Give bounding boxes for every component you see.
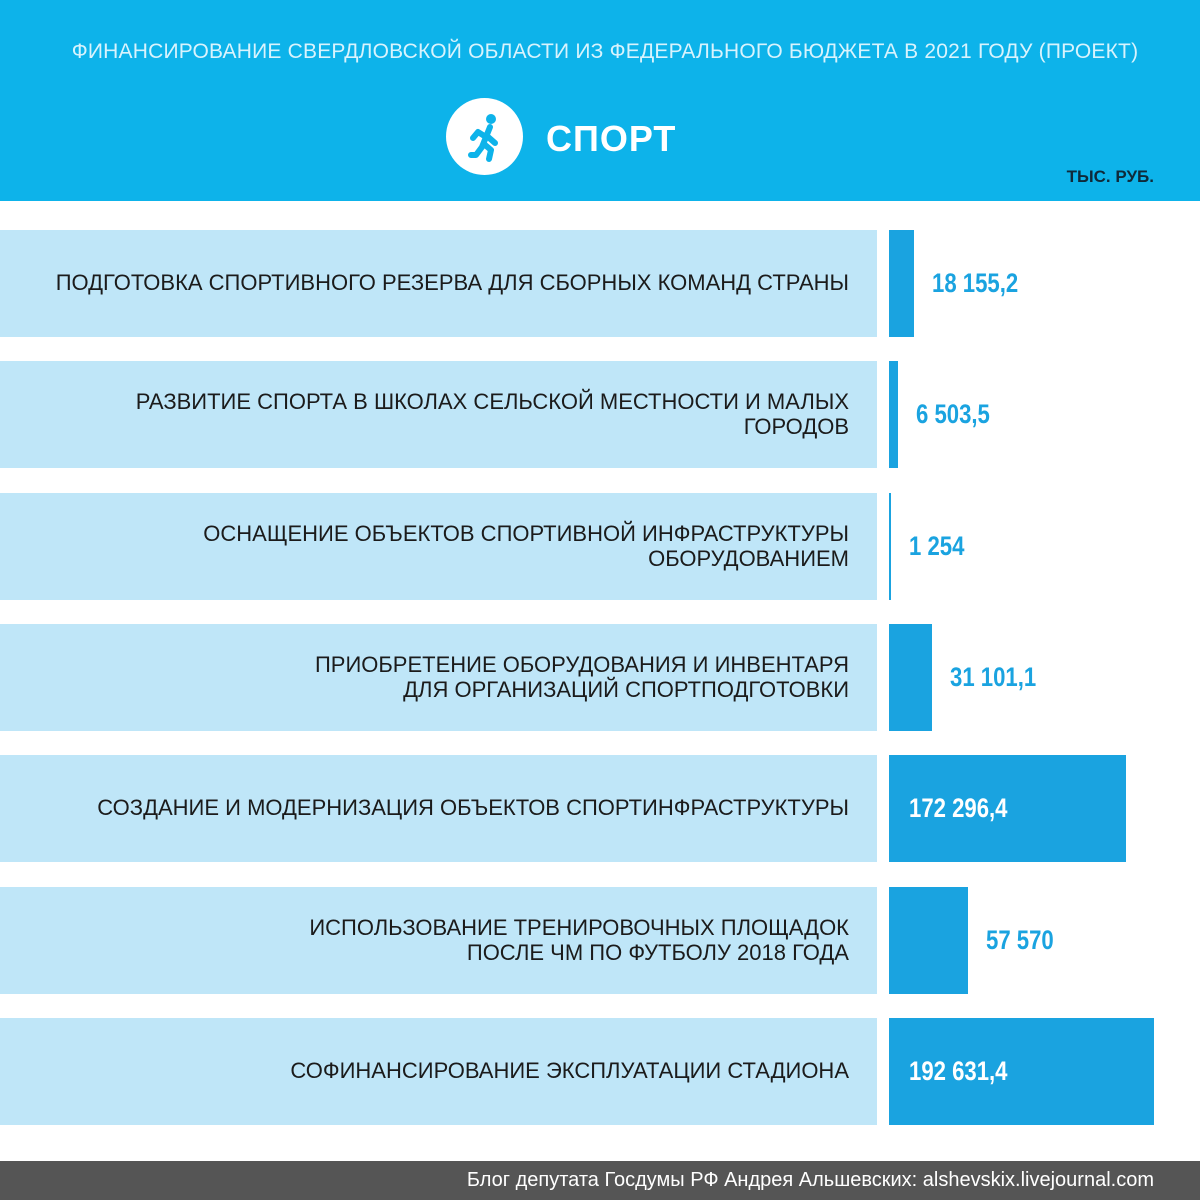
- value-bar: [889, 361, 898, 468]
- running-person-icon: [446, 98, 523, 175]
- category-row: [0, 1018, 877, 1125]
- header-banner: [0, 0, 1200, 201]
- category-label: РАЗВИТИЕ СПОРТА В ШКОЛАХ СЕЛЬСКОЙ МЕСТНОСТИ И МАЛЫХ ГОРОДОВ: [135, 389, 849, 439]
- value-label: 1 254: [909, 530, 965, 561]
- category-row: [0, 230, 877, 337]
- page-title: ФИНАНСИРОВАНИЕ СВЕРДЛОВСКОЙ ОБЛАСТИ ИЗ ФЕДЕРАЛЬНОГО БЮДЖЕТА В 2021 ГОДУ (ПРОЕКТ): [71, 40, 1139, 63]
- value-bar: [889, 887, 968, 994]
- section-title: СПОРТ: [546, 118, 677, 159]
- value-bar: [889, 493, 891, 600]
- category-row: [0, 755, 877, 862]
- category-label: ПОДГОТОВКА СПОРТИВНОГО РЕЗЕРВА ДЛЯ СБОРНЫХ КОМАНД СТРАНЫ: [55, 270, 849, 296]
- category-row: [0, 493, 877, 600]
- value-bar: [889, 624, 932, 731]
- category-label: СОФИНАНСИРОВАНИЕ ЭКСПЛУАТАЦИИ СТАДИОНА: [290, 1058, 849, 1084]
- category-row: [0, 624, 877, 731]
- category-label: ПРИОБРЕТЕНИЕ ОБОРУДОВАНИЯ И ИНВЕНТАРЯ ДЛЯ ОРГАНИЗАЦИЙ СПОРТПОДГОТОВКИ: [314, 652, 849, 702]
- value-label: 192 631,4: [909, 1055, 1008, 1086]
- value-label: 18 155,2: [932, 267, 1019, 298]
- category-label: ОСНАЩЕНИЕ ОБЪЕКТОВ СПОРТИВНОЙ ИНФРАСТРУКТУРЫ ОБОРУДОВАНИЕМ: [203, 521, 849, 571]
- value-label: 6 503,5: [916, 398, 990, 429]
- value-label: 57 570: [986, 924, 1054, 955]
- category-row: [0, 361, 877, 468]
- value-label: 31 101,1: [950, 661, 1037, 692]
- value-label: 172 296,4: [909, 792, 1008, 823]
- unit-label: ТЫС. РУБ.: [1066, 167, 1154, 186]
- footer-bar: [0, 1161, 1200, 1200]
- category-label: ИСПОЛЬЗОВАНИЕ ТРЕНИРОВОЧНЫХ ПЛОЩАДОК ПОСЛЕ ЧМ ПО ФУТБОЛУ 2018 ГОДА: [309, 915, 849, 965]
- category-label: СОЗДАНИЕ И МОДЕРНИЗАЦИЯ ОБЪЕКТОВ СПОРТИНФРАСТРУКТУРЫ: [97, 795, 849, 821]
- footer-credit: Блог депутата Госдумы РФ Андрея Альшевских: alshevskix.livejournal.com: [466, 1169, 1154, 1191]
- value-bar: [889, 230, 914, 337]
- category-row: [0, 887, 877, 994]
